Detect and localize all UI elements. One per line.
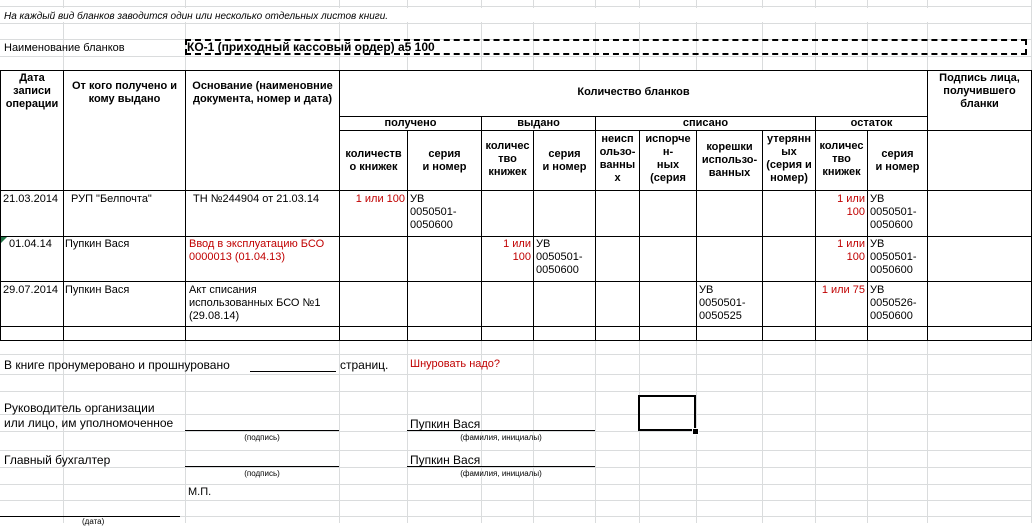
header-received-series: серия и номер xyxy=(422,148,467,173)
row1-received-qty[interactable]: 1 или 100 xyxy=(355,193,405,205)
row3-stubs[interactable]: УВ 0050501- 0050525 xyxy=(699,284,746,322)
accountant-name: Пупкин Вася xyxy=(410,453,481,467)
header-spoiled: испорче н- ных (серия xyxy=(645,133,691,184)
blank-name-label: Наименование бланков xyxy=(4,42,125,54)
row1-from-to[interactable]: РУП "Белпочта" xyxy=(71,193,152,205)
lace-note: Шнуровать надо? xyxy=(410,358,501,370)
date-caption: (дата) xyxy=(82,517,105,526)
head-name: Пупкин Вася xyxy=(410,417,481,431)
header-unused: неисп ользо- ванны х xyxy=(599,133,636,184)
cell-marker-icon xyxy=(1,237,7,243)
head-signature-caption: (подпись) xyxy=(244,433,280,442)
header-balance-series: серия и номер xyxy=(875,148,920,173)
header-basis: Основание (наименовние документа, номер и дата) xyxy=(192,80,333,105)
header-issued: выдано xyxy=(517,117,560,129)
accountant-signature-caption: (подпись) xyxy=(244,469,280,478)
row2-from-to[interactable]: Пупкин Вася xyxy=(65,238,130,250)
numbered-text: В книге пронумеровано и прошнуровано xyxy=(4,358,230,372)
pages-text: страниц. xyxy=(340,358,389,372)
header-balance: остаток xyxy=(850,117,893,129)
header-signature: Подпись лица, получившего бланки xyxy=(939,72,1020,110)
header-date: Дата записи операции xyxy=(5,72,59,110)
head-name-caption: (фамилия, инициалы) xyxy=(460,433,542,442)
fill-handle[interactable] xyxy=(692,428,699,435)
row2-issued-qty[interactable]: 1 или 100 xyxy=(503,238,531,263)
blank-name-value[interactable]: КО-1 (приходный кассовый ордер) а5 100 xyxy=(187,40,435,54)
selected-cell[interactable] xyxy=(638,395,696,431)
row1-date[interactable]: 21.03.2014 xyxy=(3,193,59,205)
header-from-to: От кого получено и кому выдано xyxy=(71,80,178,105)
row3-basis[interactable]: Акт списания использованных БСО №1 (29.08.14) xyxy=(189,284,321,322)
accountant-label: Главный бухгалтер xyxy=(4,453,111,467)
row2-balance-qty[interactable]: 1 или 100 xyxy=(837,238,865,263)
row2-basis[interactable]: Ввод в эксплуатацию БСО 0000013 (01.04.13) xyxy=(189,238,325,263)
header-written-off: списано xyxy=(682,117,729,129)
header-received: получено xyxy=(384,117,437,129)
stamp-text: М.П. xyxy=(188,486,212,498)
row1-basis[interactable]: ТН №244904 от 21.03.14 xyxy=(193,193,320,205)
header-received-qty: количеств о книжек xyxy=(345,148,402,173)
head-label: Руководитель организации или лицо, им уполномоченное xyxy=(4,401,174,430)
accountant-name-caption: (фамилия, инициалы) xyxy=(460,469,542,478)
row1-balance-qty[interactable]: 1 или 100 xyxy=(837,193,865,218)
header-issued-series: серия и номер xyxy=(542,148,587,173)
header-stubs: корешки использо- ванных xyxy=(701,141,758,179)
row2-date[interactable]: 01.04.14 xyxy=(9,238,52,250)
row1-balance-series[interactable]: УВ 0050501- 0050600 xyxy=(870,193,917,231)
header-lost: утерянн ых (серия и номер) xyxy=(766,133,812,184)
row3-balance-qty[interactable]: 1 или 75 xyxy=(821,284,865,296)
header-balance-qty: количес тво книжек xyxy=(819,140,864,178)
row2-issued-series[interactable]: УВ 0050501- 0050600 xyxy=(536,238,583,276)
row2-balance-series[interactable]: УВ 0050501- 0050600 xyxy=(870,238,917,276)
row3-balance-series[interactable]: УВ 0050526- 0050600 xyxy=(870,284,917,322)
row3-date[interactable]: 29.07.2014 xyxy=(3,284,59,296)
note-text: На каждый вид бланков заводится один или несколько отдельных листов книги. xyxy=(4,11,389,22)
row1-received-series[interactable]: УВ 0050501- 0050600 xyxy=(410,193,457,231)
header-issued-qty: количес тво книжек xyxy=(485,140,530,178)
row3-from-to[interactable]: Пупкин Вася xyxy=(65,284,130,296)
header-quantity: Количество бланков xyxy=(577,86,690,98)
